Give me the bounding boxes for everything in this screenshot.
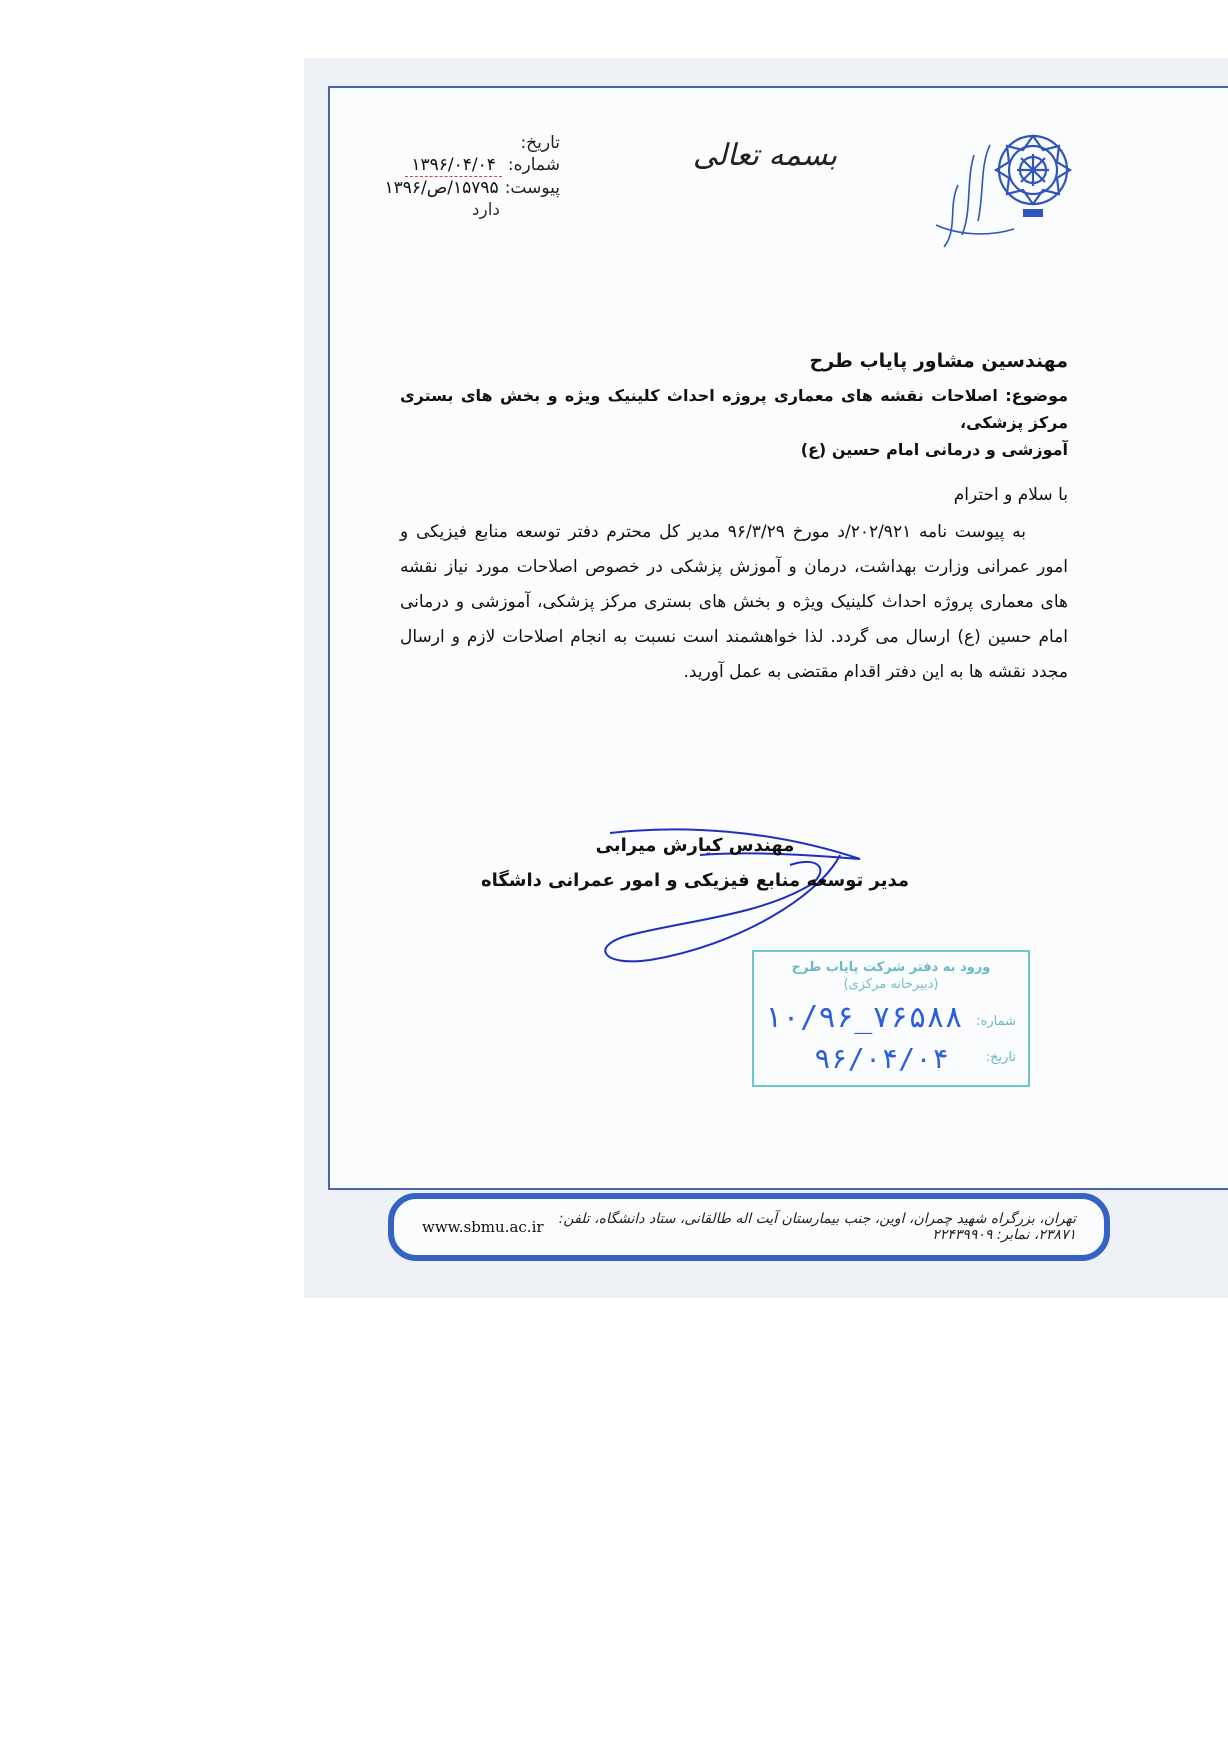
website-link[interactable]: www.sbmu.ac.ir [422, 1218, 544, 1236]
footer-bar [388, 1193, 1110, 1261]
greeting: با سلام و احترام [953, 485, 1068, 505]
letter-body [400, 350, 1068, 690]
stamp-number-value: ۱۰/۹۶_۷۶۵۸۸ [764, 1000, 963, 1035]
university-logo-icon [918, 125, 1088, 275]
body-paragraph: به پیوست نامه ۲۰۲/۹۲۱/د مورخ ۹۶/۳/۲۹ مدیر کل محترم دفتر توسعه منابع فیزیکی و امور عمرانی وزارت بهداشت، درمان و آموزش پزشکی در خصوص اصلاحات مورد نیاز نقشه های معماری پروژه احداث کلینیک ویژه و بخش های بستری مرکز پزشکی، آموزشی و درمانی امام حسین (ع) ارسال می گردد. لذا خواهشمند است نسبت به انجام اصلاحات لازم و ارسال مجدد نقشه ها به این دفتر اقدام مقتضی به عمل آورید. [400, 522, 1068, 682]
attachment-value: ۱۵۷۹۵/ص/۱۳۹۶ [384, 178, 499, 198]
basmala: بسمه تعالی [692, 138, 838, 173]
footer-address: تهران، بزرگراه شهید چمران، اوین، جنب بیمارستان آیت اله طالقانی، ستاد دانشگاه، تلفن: ۲۳۸۷۱، نمابر: ۲۲۴۳۹۹۰۹ [558, 1211, 1076, 1243]
signatory-name: مهندس کیارش میرابی [595, 835, 795, 856]
date-label: تاریخ: [520, 133, 560, 153]
number-label: شماره: [507, 155, 560, 175]
receipt-stamp [752, 950, 1030, 1087]
stamp-date-label: تاریخ: [985, 1050, 1016, 1065]
recipient: مهندسین مشاور پایاب طرح [809, 350, 1068, 372]
attachment-note: دارد [471, 200, 500, 220]
stamp-line-1: ورود به دفتر شرکت پایاب طرح [791, 960, 991, 975]
stamp-line-2: (دبیرخانه مرکزی) [843, 977, 939, 992]
date-value: ۱۳۹۶/۰۴/۰۴ [405, 154, 502, 177]
stamp-number-label: شماره: [976, 1014, 1016, 1029]
signatory-title: مدیر توسعه منابع فیزیکی و امور عمرانی داشگاه [480, 870, 910, 891]
letter-metadata [360, 132, 560, 221]
signature-block [460, 835, 930, 891]
attachment-label: پیوست: [504, 178, 560, 198]
subject-line-2: آموزشی و درمانی امام حسین (ع) [800, 440, 1068, 459]
stamp-date-value: ۹۶/۰۴/۰۴ [814, 1042, 949, 1075]
subject-line-1: موضوع: اصلاحات نقشه های معماری پروژه احداث کلینیک ویژه و بخش های بستری مرکز پزشکی، [400, 386, 1068, 432]
